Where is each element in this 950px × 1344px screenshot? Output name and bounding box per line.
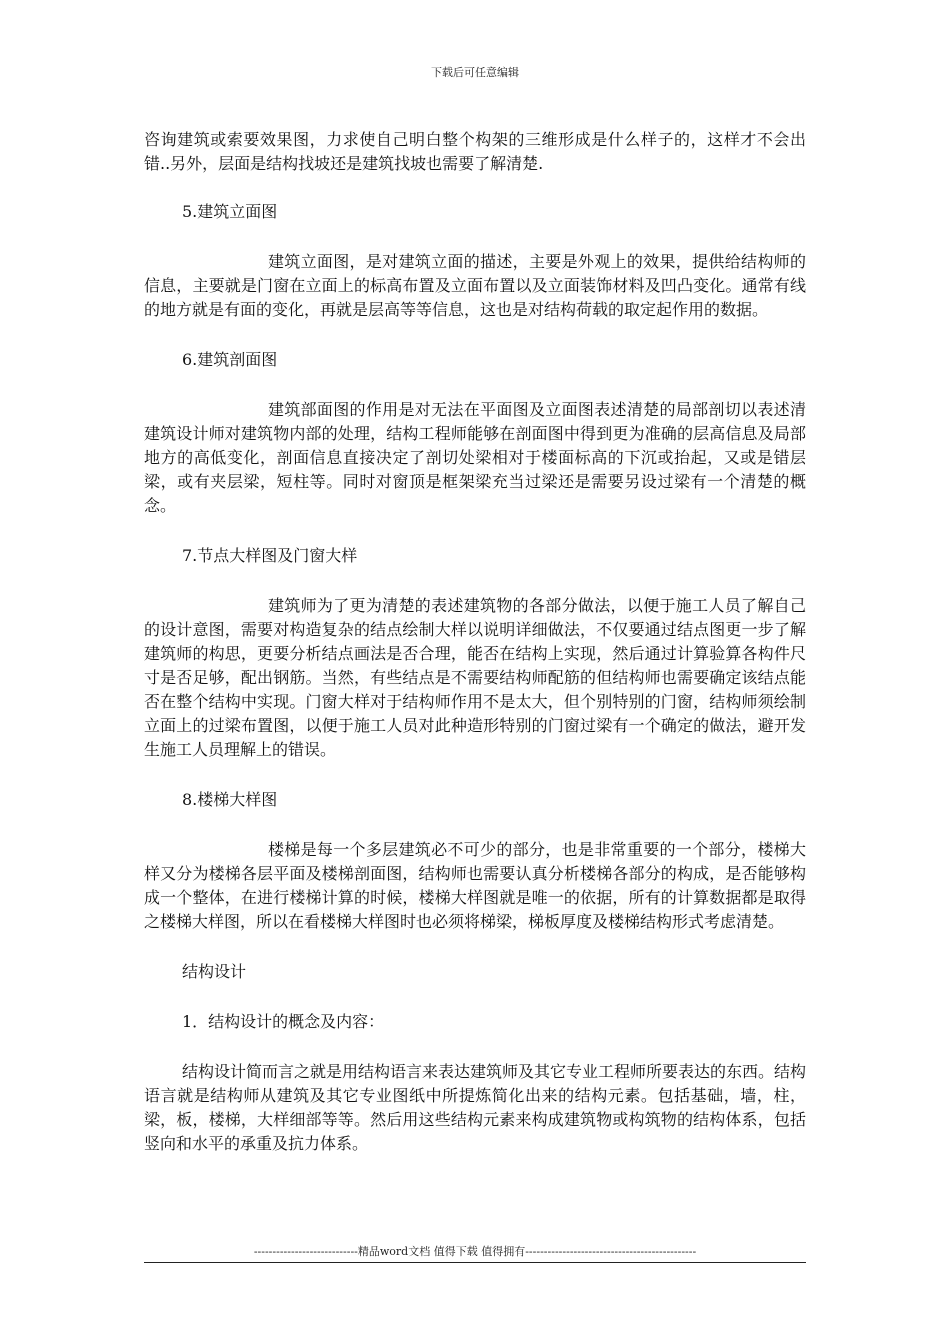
section-7-heading: 7.节点大样图及门窗大样 bbox=[182, 546, 358, 565]
footer-rule bbox=[144, 1262, 806, 1263]
section-6-body: 建筑部面图的作用是对无法在平面图及立面图表述清楚的局部剖切以表述清建筑设计师对建筑物内部的处理，结构工程师能够在剖面图中得到更为准确的层高信息及局部地方的高低变化，剖面信息直接决定了剖切处梁相对于楼面标高的下沉或抬起，又或是错层梁，或有夹层梁，短柱等。同时对窗顶是框架梁充当过梁还是需要另设过梁有一个清楚的概念。 bbox=[144, 400, 806, 515]
section-5-body: 建筑立面图，是对建筑立面的描述，主要是外观上的效果，提供给结构师的信息，主要就是门窗在立面上的标高布置及立面布置以及立面装饰材料及凹凸变化。通常有线的地方就是有面的变化，再就是层高等等信息，这也是对结构荷载的取定起作用的数据。 bbox=[144, 252, 806, 319]
section-8-body: 楼梯是每一个多层建筑必不可少的部分，也是非常重要的一个部分，楼梯大样又分为楼梯各层平面及楼梯剖面图，结构师也需要认真分析楼梯各部分的构成，是否能够构成一个整体，在进行楼梯计算的时候，楼梯大样图就是唯一的依据，所有的计算数据都是取得之楼梯大样图，所以在看楼梯大样图时也必须将梯梁，梯板厚度及楼梯结构形式考虑清楚。 bbox=[144, 840, 806, 931]
section-8-heading: 8.楼梯大样图 bbox=[182, 790, 278, 809]
section-7-body: 建筑师为了更为清楚的表述建筑物的各部分做法，以便于施工人员了解自己的设计意图，需要对构造复杂的结点绘制大样以说明详细做法，不仅要通过结点图更一步了解建筑师的构思，更要分析结点画法是否合理，能否在结构上实现，然后通过计算验算各构件尺寸是否足够，配出钢筋。当然，有些结点是不需要结构师配筋的但结构师也需要确定该结点能否在整个结构中实现。门窗大样对于结构师作用不是太大，但个别特别的门窗，结构师须绘制立面上的过梁布置图，以便于施工人员对此种造形特别的门窗过梁有一个确定的做法，避开发生施工人员理解上的错误。 bbox=[144, 596, 806, 759]
section-1-heading: 1．结构设计的概念及内容： bbox=[182, 1012, 385, 1031]
section-1-body: 结构设计简而言之就是用结构语言来表达建筑师及其它专业工程师所要表达的东西。结构语言就是结构师从建筑及其它专业图纸中所提炼简化出来的结构元素。包括基础，墙，柱，梁，板，楼梯，大样细部等等。然后用这些结构元素来构成建筑物或构筑物的结构体系，包括竖向和水平的承重及抗力体系。 bbox=[144, 1062, 807, 1153]
section-6-heading: 6.建筑剖面图 bbox=[182, 350, 278, 369]
page-header: 下载后可任意编辑 bbox=[431, 66, 519, 79]
page-footer: ----------------------------精品word文档 值得下载 值得拥有---------------------------------------------- bbox=[253, 1245, 697, 1258]
section-5-heading: 5.建筑立面图 bbox=[182, 202, 278, 221]
intro-paragraph: 咨询建筑或索要效果图，力求使自己明白整个构架的三维形成是什么样子的，这样才不会出错..另外，层面是结构找坡还是建筑找坡也需要了解清楚. bbox=[144, 130, 806, 173]
structure-design-heading: 结构设计 bbox=[182, 962, 247, 981]
document-body bbox=[144, 128, 806, 1182]
